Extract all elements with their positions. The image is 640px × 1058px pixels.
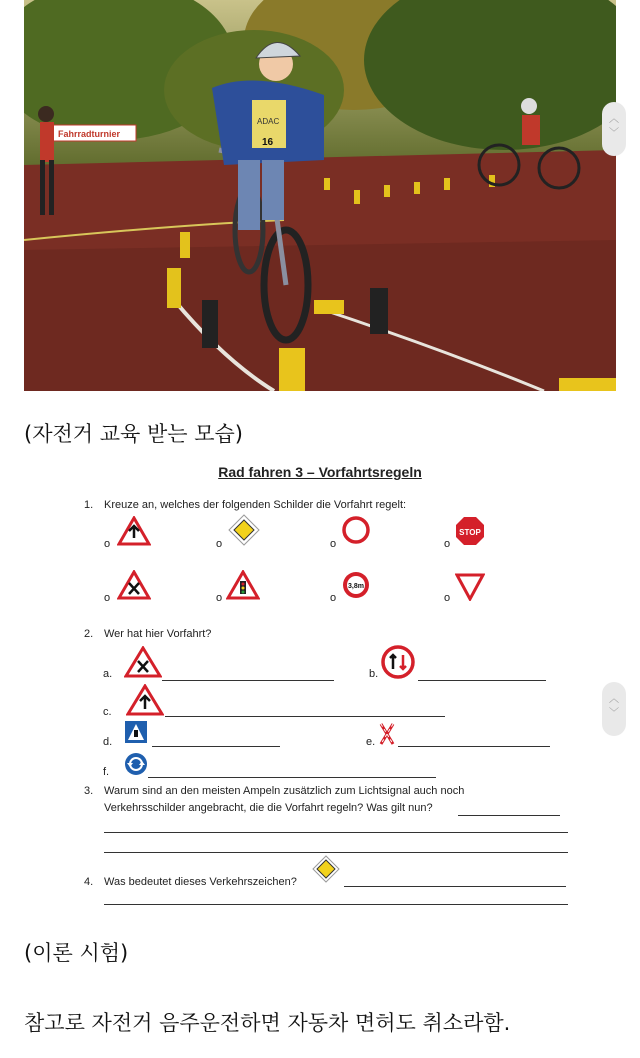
option-checkbox[interactable]: o [444,592,451,604]
banner-text: Fahrradturnier [58,129,121,139]
answer-line-a[interactable] [162,680,334,681]
height-limit-sign-icon [341,570,371,600]
oncoming-priority-sign-icon [381,645,415,679]
option-checkbox[interactable]: o [330,592,337,604]
question-3 [84,785,464,797]
chevron-up-icon[interactable]: ︿ [609,694,619,705]
answer-line-q3-1[interactable] [458,815,560,816]
question-4 [84,876,297,888]
question-number: 3. [84,785,94,797]
no-vehicles-sign-icon [341,515,371,545]
answer-line-d[interactable] [152,746,280,747]
question-number: 1. [84,499,94,511]
question-text: Kreuze an, welches der folgenden Schilder die Vorfahrt regelt: [104,499,407,511]
option-checkbox[interactable]: o [216,592,223,604]
exam-caption: (이론 시험) [24,941,129,965]
answer-line-q4-2[interactable] [104,904,568,905]
answer-label-a: a. [103,668,113,680]
footer-note: 참고로 자전거 음주운전하면 자동차 면허도 취소라함. [24,1011,511,1035]
svg-text:STOP: STOP [459,528,481,537]
answer-line-e[interactable] [398,746,550,747]
answer-line-q4-1[interactable] [344,886,566,887]
answer-label-f: f. [103,766,110,778]
answer-line-c[interactable] [165,716,445,717]
question-text: Was bedeutet dieses Verkehrszeichen? [104,876,297,888]
chevron-down-icon[interactable]: ﹀ [609,708,619,719]
priority-road-sign-icon [228,514,260,546]
svg-text:3,8m: 3,8m [348,583,364,590]
bib-number: 16 [262,137,274,148]
answer-label-b: b. [369,668,379,680]
warning-triangle-crossroads-icon [117,570,151,600]
answer-line-f[interactable] [148,777,436,778]
answer-line-q3-3[interactable] [104,852,568,853]
warning-triangle-traffic-light-icon [226,570,260,600]
worksheet-title: Rad fahren 3 – Vorfahrtsregeln [218,464,422,480]
question-text-line1: Warum sind an den meisten Ampeln zusätzlich zum Lichtsignal auch noch [104,785,465,797]
answer-label-d: d. [103,736,113,748]
priority-road-sign-icon [312,855,340,883]
option-checkbox[interactable]: o [104,538,111,550]
warning-triangle-intersection-icon [117,516,151,546]
yield-sign-icon [455,573,485,601]
option-checkbox[interactable]: o [444,538,451,550]
warning-triangle-crossroads-icon [124,646,162,678]
answer-label-e: e. [366,736,376,748]
answer-label-c: c. [103,706,112,718]
chevron-down-icon[interactable]: ﹀ [609,128,619,139]
roundabout-sign-icon [124,752,148,776]
option-checkbox[interactable]: o [216,538,223,550]
question-text: Wer hat hier Vorfahrt? [104,628,212,640]
photo-illustration [24,0,616,391]
option-checkbox[interactable]: o [330,538,337,550]
bicycle-training-photo [24,0,616,391]
scroll-control-middle[interactable] [602,682,626,736]
railroad-crossing-sign-icon [378,722,396,746]
pedestrian-crossing-sign-icon [125,721,147,743]
question-1 [84,499,406,511]
question-3-line2: Verkehrsschilder angebracht, die die Vorfahrt regeln? Was gilt nun? [104,802,433,814]
question-2 [84,628,211,640]
warning-triangle-intersection-icon [126,684,164,716]
answer-line-b[interactable] [418,680,546,681]
stop-sign-icon [455,516,485,546]
bib-top: ADAC [257,117,280,126]
option-checkbox[interactable]: o [104,592,111,604]
training-caption: (자전거 교육 받는 모습) [24,422,243,446]
scroll-control-top[interactable] [602,102,626,156]
question-number: 4. [84,876,94,888]
question-number: 2. [84,628,94,640]
answer-line-q3-2[interactable] [104,832,568,833]
chevron-up-icon[interactable]: ︿ [609,114,619,125]
